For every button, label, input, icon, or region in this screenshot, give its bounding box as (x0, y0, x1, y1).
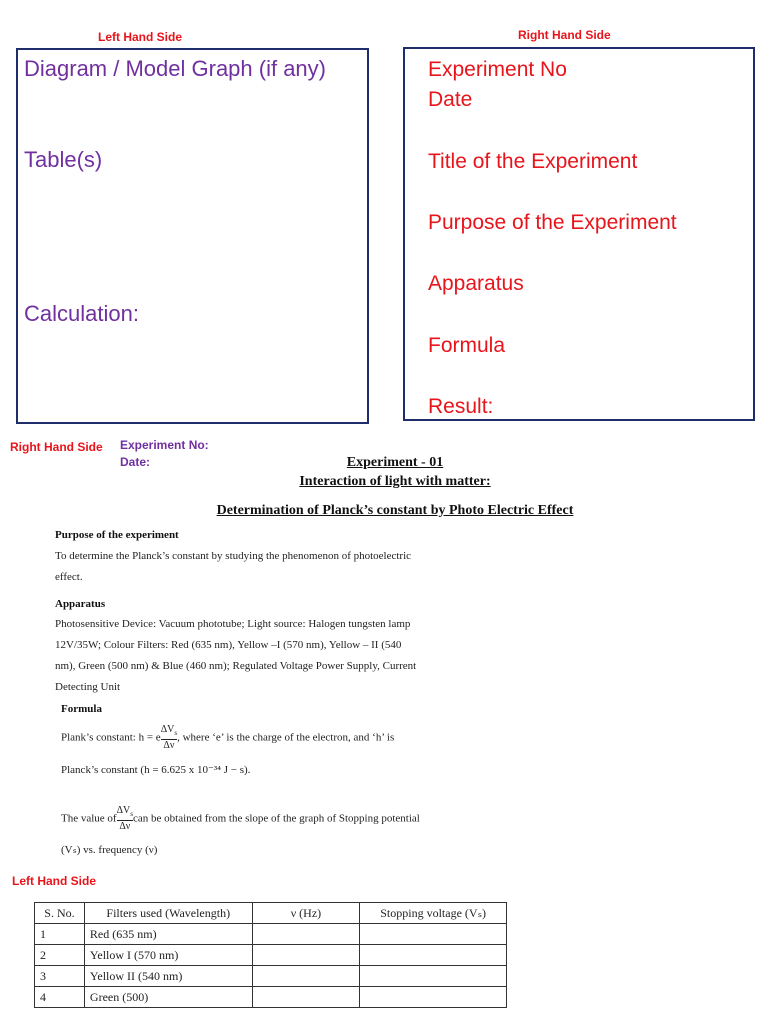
header-filters: Filters used (Wavelength) (84, 903, 252, 924)
apparatus-line-4: Detecting Unit (55, 681, 121, 693)
table-header-row (35, 903, 507, 924)
formula-suffix: , where ‘e’ is the charge of the electron, and ‘h’ is (177, 731, 395, 744)
cell-filter: Red (635 nm) (84, 924, 252, 945)
apparatus-line-3: nm), Green (500 nm) & Blue (460 nm); Regulated Voltage Power Supply, Current (55, 660, 417, 672)
cell-filter: Yellow I (570 nm) (84, 945, 252, 966)
example-experiment-no-label: Experiment No: (120, 438, 209, 452)
experiment-title-heading: Determination of Planck’s constant by Photo Electric Effect (216, 503, 574, 518)
table-row (35, 987, 507, 1008)
cell-frequency (252, 987, 360, 1008)
observation-table (34, 902, 507, 1008)
cell-sno: 2 (35, 945, 85, 966)
cell-sno: 4 (35, 987, 85, 1008)
cell-filter: Yellow II (540 nm) (84, 966, 252, 987)
calculation-text: Calculation: (24, 301, 139, 326)
example-right-hand-side-label: Right Hand Side (10, 440, 103, 454)
delta-vs-over-delta-nu-fraction: $\frac{\Delta V_s}{\Delta\nu}$ (160, 724, 178, 751)
purpose-line-1: To determine the Planck’s constant by studying the phenomenon of photoelectric (55, 550, 412, 562)
cell-stopping-voltage (360, 987, 507, 1008)
cell-frequency (252, 945, 360, 966)
left-template-box (16, 48, 369, 424)
left-hand-side-label: Left Hand Side (98, 30, 183, 44)
formula-line-1 (61, 724, 394, 752)
formula-heading: Formula (61, 703, 102, 715)
cell-sno: 3 (35, 966, 85, 987)
result-text: Result: (428, 395, 494, 418)
experiment-number-heading: Experiment - 01 (346, 455, 444, 470)
cell-frequency (252, 924, 360, 945)
apparatus-text: Apparatus (428, 272, 524, 295)
cell-filter: Green (500) (84, 987, 252, 1008)
apparatus-line-2: 12V/35W; Colour Filters: Red (635 nm), Yellow –I (570 nm), Yellow – II (540 (55, 639, 402, 651)
header-stopping-voltage: Stopping voltage (Vₛ) (360, 903, 507, 924)
purpose-heading: Purpose of the experiment (55, 529, 179, 541)
header-frequency: ν (Hz) (252, 903, 360, 924)
experiment-no-text: Experiment No (428, 58, 567, 81)
table-row (35, 966, 507, 987)
cell-stopping-voltage (360, 966, 507, 987)
table-row (35, 945, 507, 966)
apparatus-heading: Apparatus (55, 598, 106, 610)
purpose-line-2: effect. (55, 571, 83, 583)
table-row (35, 924, 507, 945)
slope-suffix: can be obtained from the slope of the graph of Stopping potential (132, 812, 420, 825)
cell-stopping-voltage (360, 945, 507, 966)
diagram-model-graph-text: Diagram / Model Graph (if any) (24, 56, 326, 81)
cell-frequency (252, 966, 360, 987)
slope-fraction: $\frac{\Delta V_s}{\Delta\nu}$ (116, 805, 133, 832)
cell-sno: 1 (35, 924, 85, 945)
experiment-topic-heading: Interaction of light with matter: (299, 474, 491, 489)
formula-prefix: Plank’s constant: h = e (61, 731, 161, 744)
header-sno: S. No. (35, 903, 85, 924)
slope-prefix: The value of (61, 812, 117, 825)
cell-stopping-voltage (360, 924, 507, 945)
title-of-experiment-text: Title of the Experiment (428, 150, 638, 173)
formula-text: Formula (428, 334, 506, 357)
formula-line-2: Planck’s constant (h = 6.625 x 10⁻³⁴ J − s). (61, 764, 251, 776)
example-left-hand-side-label: Left Hand Side (12, 874, 97, 888)
apparatus-line-1: Photosensitive Device: Vacuum phototube; Light source: Halogen tungsten lamp (55, 618, 411, 630)
right-template-box (403, 47, 755, 421)
example-date-label: Date: (120, 455, 151, 469)
slope-line-1 (61, 805, 420, 833)
right-hand-side-label: Right Hand Side (518, 28, 611, 42)
purpose-of-experiment-text: Purpose of the Experiment (428, 211, 677, 234)
date-text: Date (428, 88, 473, 111)
tables-text: Table(s) (24, 147, 103, 172)
slope-line-2: (Vₛ) vs. frequency (ν) (61, 844, 158, 856)
